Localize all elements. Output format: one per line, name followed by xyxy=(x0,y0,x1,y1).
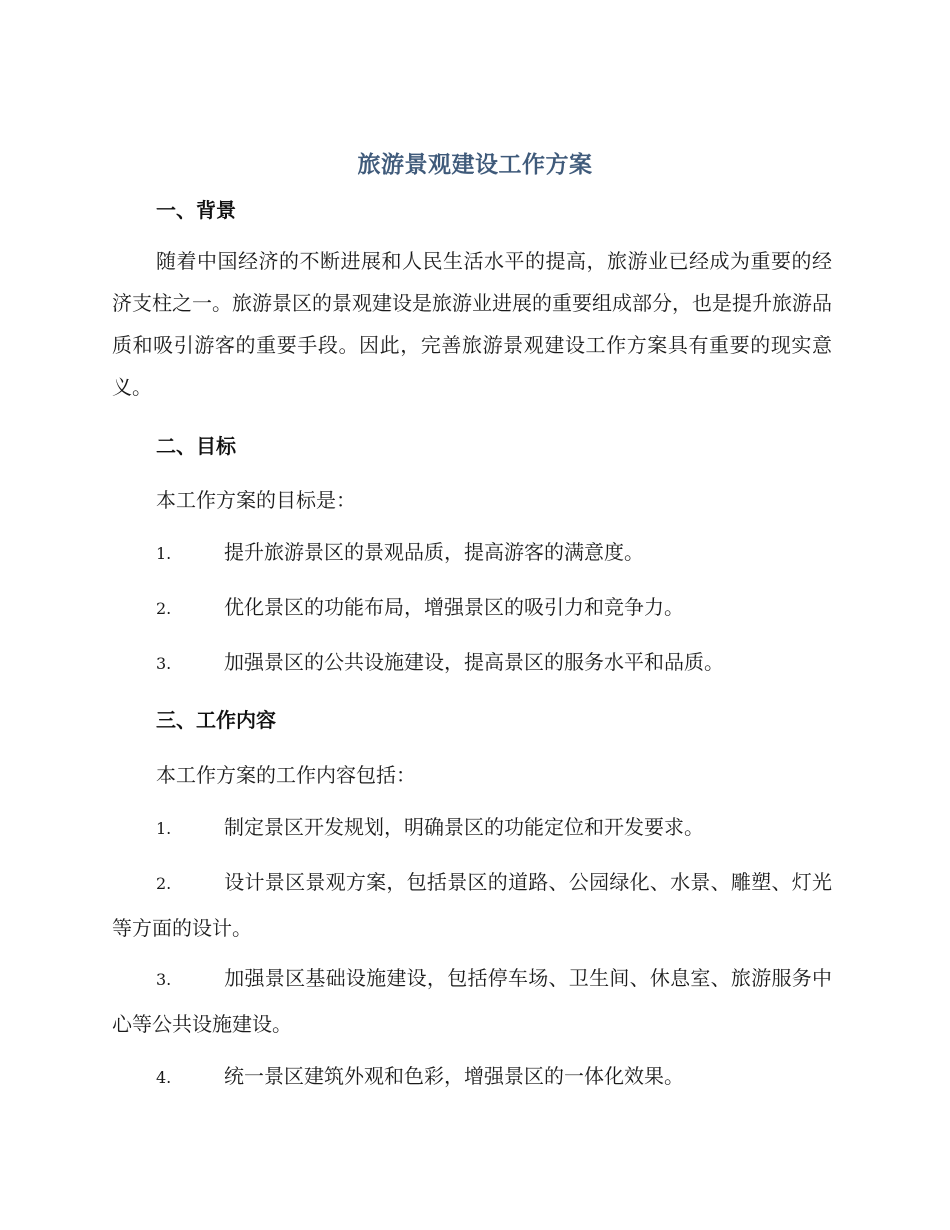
document-title: 旅游景观建设工作方案 xyxy=(357,152,593,178)
goals-intro: 本工作方案的目标是： xyxy=(156,488,356,512)
list-item-text: 提升旅游景区的景观品质，提高游客的满意度。 xyxy=(224,540,644,564)
work-content-intro: 本工作方案的工作内容包括： xyxy=(156,763,416,787)
list-item-text: 统一景区建筑外观和色彩，增强景区的一体化效果。 xyxy=(224,1064,684,1088)
list-number: 2. xyxy=(156,874,172,893)
list-item-text: 加强景区的公共设施建设，提高景区的服务水平和品质。 xyxy=(224,650,724,674)
section-heading-work-content: 三、工作内容 xyxy=(156,708,276,732)
work-item-1 xyxy=(112,805,832,851)
work-item-4 xyxy=(112,1054,832,1100)
list-number: 4. xyxy=(156,1068,172,1087)
goal-item-1 xyxy=(112,530,832,576)
list-item-text: 制定景区开发规划，明确景区的功能定位和开发要求。 xyxy=(224,815,704,839)
section-heading-goals: 二、目标 xyxy=(156,434,236,458)
goal-item-3 xyxy=(112,640,832,686)
list-number: 1. xyxy=(156,819,172,838)
work-item-3 xyxy=(112,956,832,1046)
list-item-text: 优化景区的功能布局，增强景区的吸引力和竞争力。 xyxy=(224,595,684,619)
background-paragraph: 随着中国经济的不断进展和人民生活水平的提高，旅游业已经成为重要的经济支柱之一。旅游景区的景观建设是旅游业进展的重要组成部分，也是提升旅游品质和吸引游客的重要手段。因此，完善旅游景观建设工作方案具有重要的现实意义。 xyxy=(112,249,832,399)
list-item-text: 加强景区基础设施建设，包括停车场、卫生间、休息室、旅游服务中心等公共设施建设。 xyxy=(112,966,832,1036)
work-item-2 xyxy=(112,860,832,950)
list-number: 1. xyxy=(156,544,172,563)
list-item-text: 设计景区景观方案，包括景区的道路、公园绿化、水景、雕塑、灯光等方面的设计。 xyxy=(112,870,832,940)
list-number: 2. xyxy=(156,599,172,618)
list-number: 3. xyxy=(156,970,172,989)
goal-item-2 xyxy=(112,585,832,631)
section-heading-background: 一、背景 xyxy=(156,198,236,222)
list-number: 3. xyxy=(156,654,172,673)
